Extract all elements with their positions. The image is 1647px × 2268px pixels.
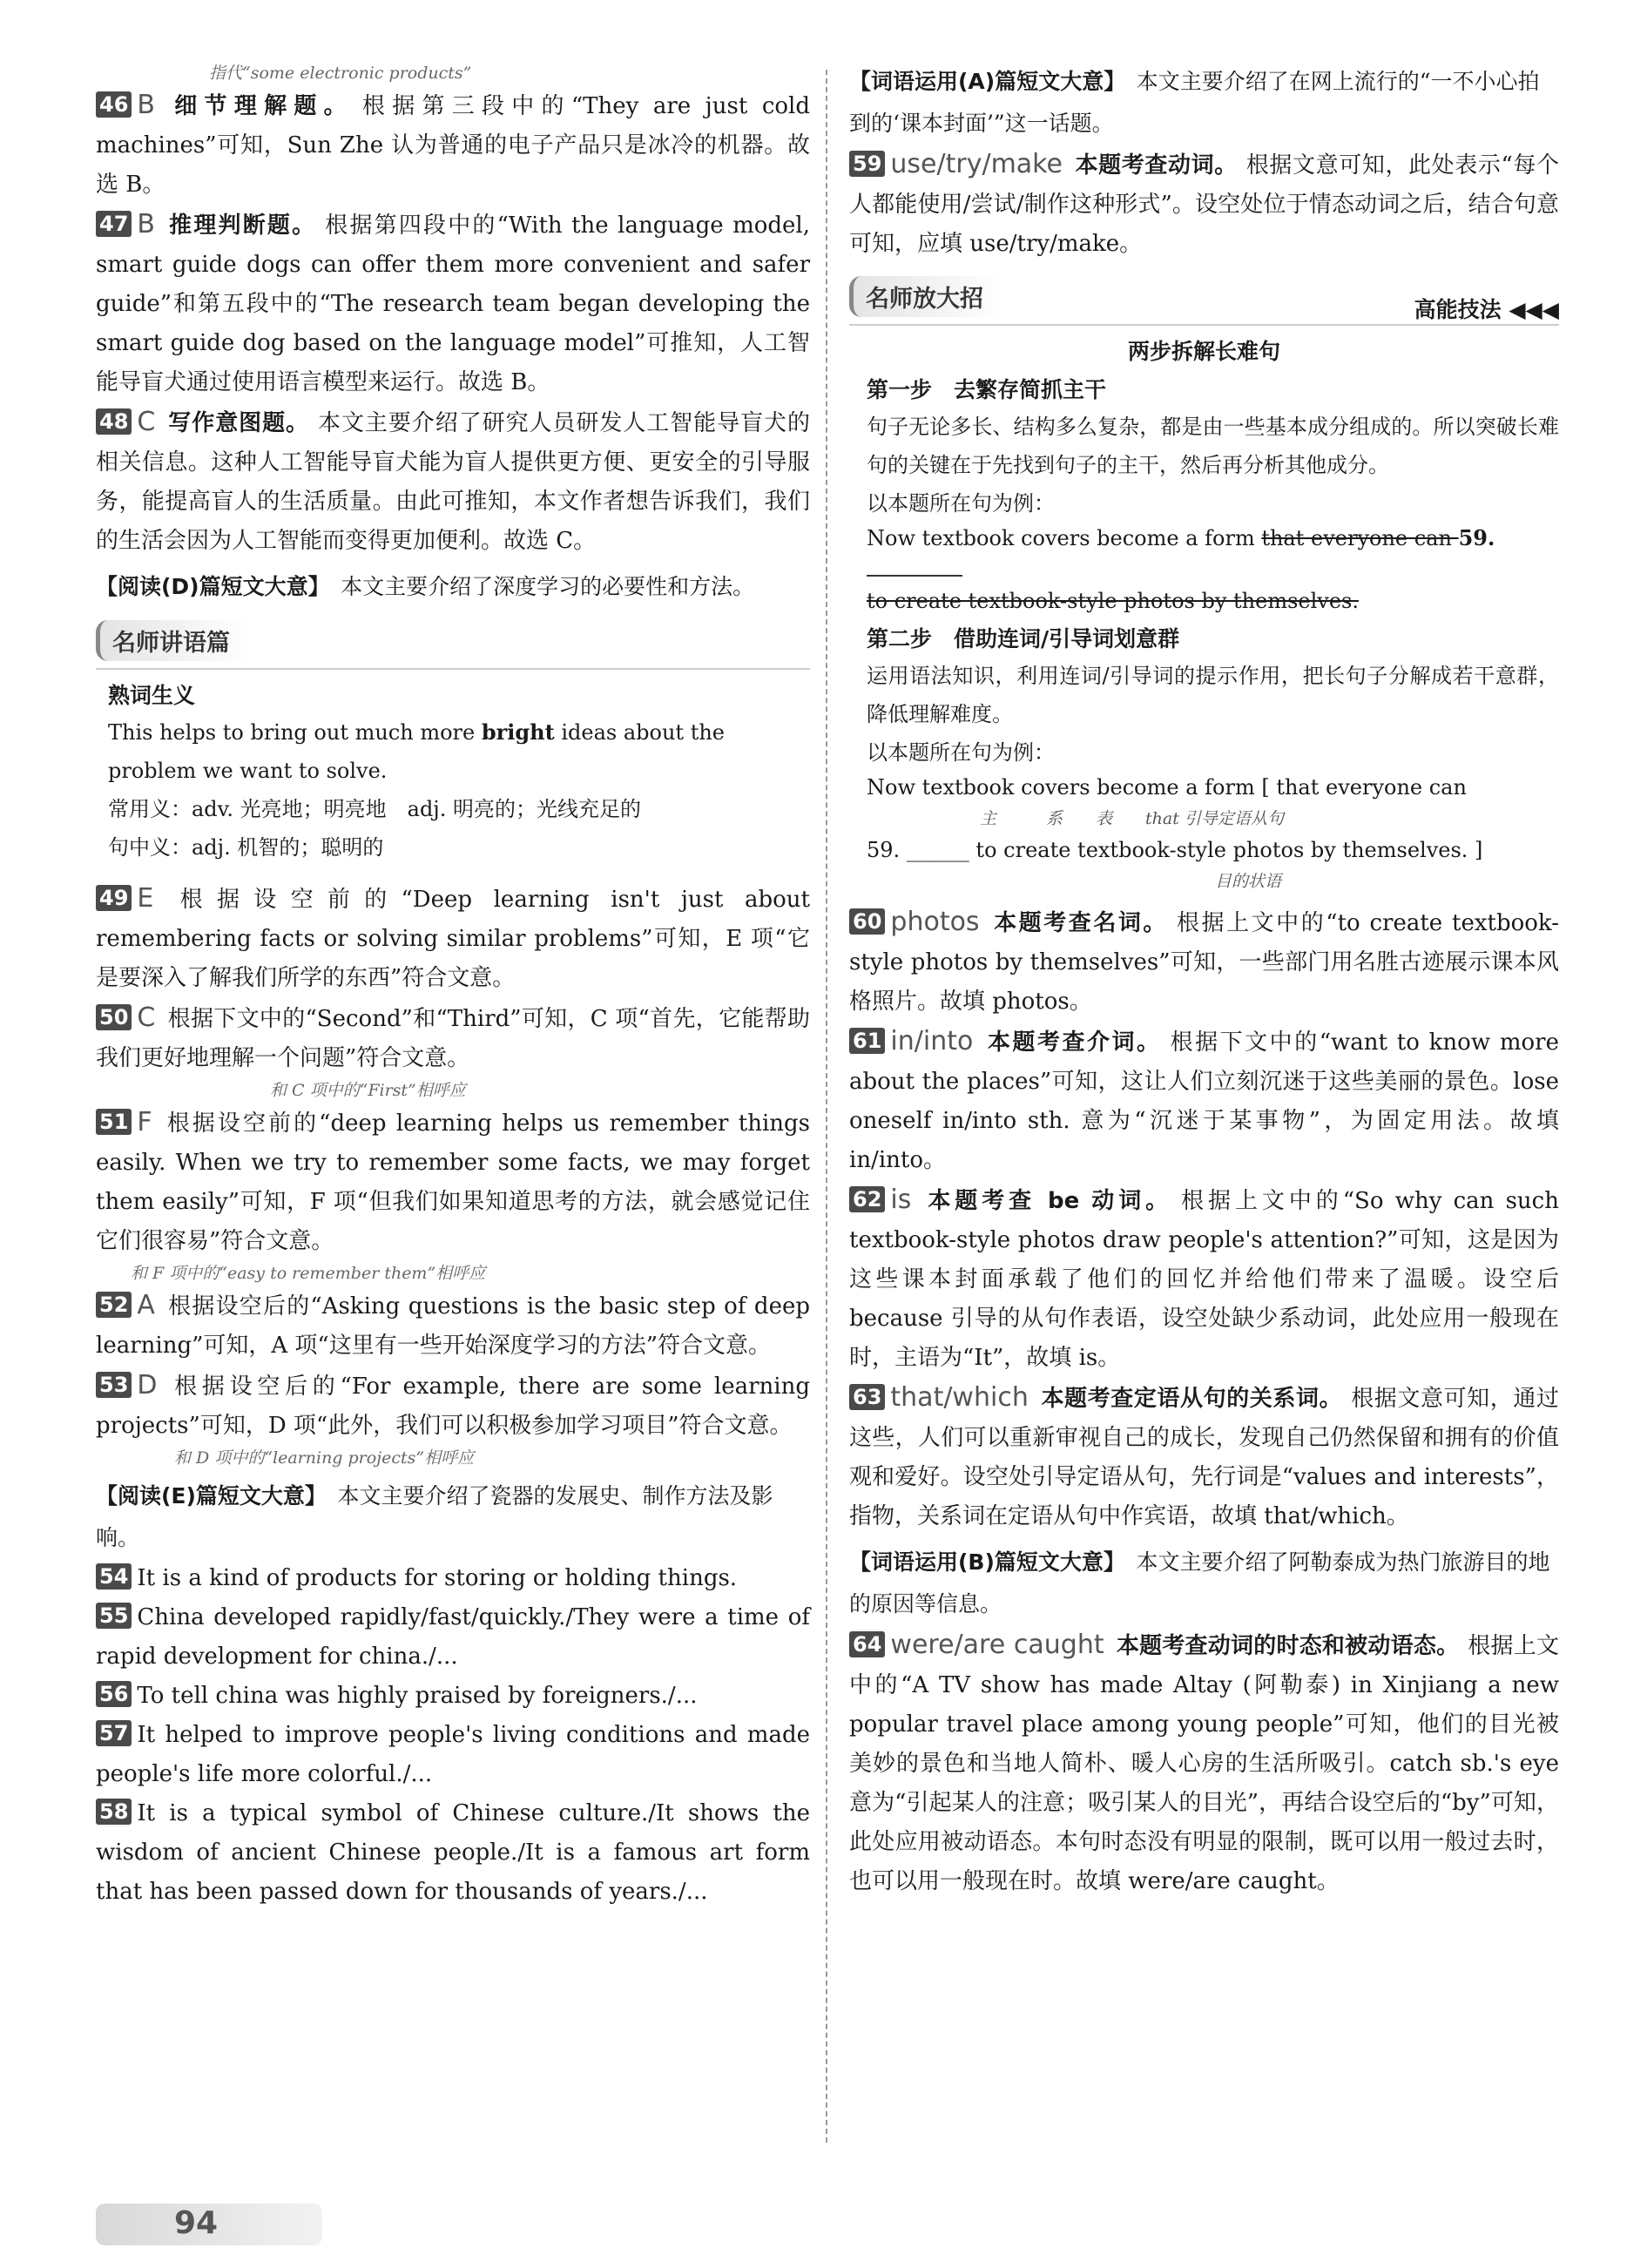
example-sentence-1: Now textbook covers become a form that everyone can 59. to create textbook-style photos by themselves.: [867, 525, 1495, 613]
sentence-annotation: 主 系 表 that 引导定语从句: [980, 809, 1284, 828]
left-column: [96, 61, 810, 1912]
answer-49: 49 E 根据设空前的“Deep learning isn't just about remembering facts or solving similar problems”可知，E 项“它是要深入了解我们所学的东西”符合文意。: [96, 883, 810, 991]
answer-51: 51 F 根据设空前的“deep learning helps us remember things easily. When we try to remember some facts, we may forget them easily”可知，F 项“但我们如果知道思考的方法，就会感觉记住它们很容易”符合文意。: [96, 1107, 810, 1254]
vocab-context-meaning: 句中义：adj. 机智的；聪明的: [108, 835, 384, 860]
step-2-text: 运用语法知识，利用连词/引导词的提示作用，把长句子分解成若干意群，降低理解难度。: [867, 664, 1559, 726]
summary-a: 【词语运用(A)篇短文大意】 本文主要介绍了在网上流行的“一不小心拍到的‘课本封面’”这一话题。: [849, 69, 1540, 136]
answer-61: 61 in/into 本题考查介词。 根据下文中的“want to know more about the places”可知，这让人们立刻沉迷于这些美丽的景色。lose oneself in/into sth. 意为“沉迷于某事物”，为固定用法。故填 in/into。: [849, 1026, 1559, 1173]
answer-54: 54 It is a kind of products for storing or holding things.: [96, 1559, 810, 1598]
banner-strategy: [849, 264, 1559, 326]
summary-d: 【阅读(D)篇短文大意】 本文主要介绍了深度学习的必要性和方法。: [96, 574, 755, 599]
answer-57: 57 It helped to improve people's living conditions and made people's life more colorful./...: [96, 1721, 810, 1787]
answer-56: 56 To tell china was highly praised by foreigners./...: [96, 1677, 810, 1716]
answer-64: 64 were/are caught 本题考查动词的时态和被动语态。 根据上文中的“A TV show has made Altay (阿勒泰) in Xinjiang a new popular travel place among young people”可知，他们的目光被美妙的景色和当地人简朴、暖人心房的生活所吸引。catch sb.'s eye 意为“引起某人的注意；吸引某人的目光”，再结合设空后的“by”可知，此处应用被动语态。本句时态没有明显的限制，既可以用一般过去时，也可以用一般现在时。故填 were/are caught。: [849, 1630, 1559, 1894]
annotation-note: 指代“some electronic products”: [209, 64, 472, 83]
banner-title: 名师讲语篇: [96, 620, 251, 661]
banner-lecture: [96, 608, 810, 670]
strategy-title: 两步拆解长难句: [1127, 339, 1280, 364]
right-column: [849, 61, 1559, 1901]
banner-title: 名师放大招: [849, 276, 1004, 317]
annotation-note: 和 C 项中的“First”相呼应: [270, 1081, 466, 1100]
answer-46: 46 B 细节理解题。 根据第三段中的“They are just cold machines”可知，Sun Zhe 认为普通的电子产品只是冰冷的机器。故选 B。: [96, 90, 810, 198]
example-sentence-2: Now textbook covers become a form [ that everyone can: [867, 775, 1467, 800]
answer-60: 60 photos 本题考查名词。 根据上文中的“to create textbook-style photos by themselves”可知，一些部门用名胜古迹展示课本风格照片。故填 photos。: [849, 907, 1559, 1015]
answer-47: 47 B 推理判断题。 根据第四段中的“With the language model, smart guide dogs can offer them more convenient and safer guide”和第五段中的“The research team began developing the smart guide dog based on the language model”可推知，人工智能导盲犬通过使用语言模型来运行。故选 B。: [96, 209, 810, 395]
answer-62: 62 is 本题考查 be 动词。 根据上文中的“So why can such textbook-style photos draw people's attention?”可知，这是因为这些课本封面承载了他们的回忆并给他们带来了温暖。设空后 because 引导的从句作表语，设空处缺少系动词，此处应用一般现在时，主语为“It”，故填 is。: [849, 1185, 1559, 1371]
answer-48: 48 C 写作意图题。 本文主要介绍了研究人员研发人工智能导盲犬的相关信息。这种人工智能导盲犬能为盲人提供更方便、更安全的引导服务，能提高盲人的生活质量。由此可推知，本文作者想告诉我们，我们的生活会因为人工智能而变得更加便利。故选 C。: [96, 407, 810, 554]
example-label: 以本题所在句为例：: [867, 740, 1055, 765]
example-label: 以本题所在句为例：: [867, 491, 1055, 516]
answer-55: 55 China developed rapidly/fast/quickly./They were a time of rapid development for china./...: [96, 1603, 810, 1670]
answer-59: 59 use/try/make 本题考查动词。 根据文意可知，此处表示“每个人都能使用/尝试/制作这种形式”。设空处位于情态动词之后，结合句意可知，应填 use/try/make。: [849, 149, 1559, 257]
answer-50: 50 C 根据下文中的“Second”和“Third”可知，C 项“首先，它能帮助我们更好地理解一个问题”符合文意。: [96, 1002, 810, 1071]
vocab-box-title: 熟词生义: [108, 683, 196, 708]
example-sentence-2-cont: 59. ______ to create textbook-style photos by themselves. ]: [867, 838, 1483, 862]
annotation-note: 和 F 项中的“easy to remember them”相呼应: [131, 1264, 486, 1283]
technique-label: 高能技法 ◀◀◀: [1414, 297, 1559, 322]
page-number: 94: [174, 2205, 219, 2241]
answer-58: 58 It is a typical symbol of Chinese culture./It shows the wisdom of ancient Chinese people./It is a famous art form that has been passed down for thousands of years./...: [96, 1799, 810, 1905]
summary-b: 【词语运用(B)篇短文大意】 本文主要介绍了阿勒泰成为热门旅游目的地的原因等信息。: [849, 1549, 1550, 1617]
vocab-common-meaning: 常用义：adv. 光亮地；明亮地 adj. 明亮的；光线充足的: [108, 797, 642, 821]
summary-e: 【阅读(E)篇短文大意】 本文主要介绍了瓷器的发展史、制作方法及影响。: [96, 1483, 773, 1550]
answer-63: 63 that/which 本题考查定语从句的关系词。 根据文意可知，通过这些，人们可以重新审视自己的成长，发现自己仍然保留和拥有的价值观和爱好。设空处引导定语从句，先行词是“values and interests”，指物，关系词在定语从句中作宾语，故填 that/which。: [849, 1382, 1559, 1529]
vocab-example: This helps to bring out much more bright ideas about the problem we want to solve.: [108, 719, 725, 783]
column-divider: [826, 70, 827, 2143]
step-1-title: 第一步 去繁存简抓主干: [867, 377, 1107, 402]
page-number-badge: [96, 2204, 322, 2245]
annotation-note: 和 D 项中的“learning projects”相呼应: [174, 1448, 475, 1468]
answer-52: 52 A 根据设空后的“Asking questions is the basic step of deep learning”可知，A 项“这里有一些开始深度学习的方法”符合文意。: [96, 1290, 810, 1359]
step-2-title: 第二步 借助连词/引导词划意群: [867, 626, 1180, 651]
step-1-text: 句子无论多长、结构多么复杂，都是由一些基本成分组成的。所以突破长难句的关键在于先找到句子的主干，然后再分析其他成分。: [867, 415, 1559, 477]
answer-53: 53 D 根据设空后的“For example, there are some learning projects”可知，D 项“此外，我们可以积极参加学习项目”符合文意。: [96, 1370, 810, 1439]
sentence-annotation: 目的状语: [1215, 872, 1282, 891]
